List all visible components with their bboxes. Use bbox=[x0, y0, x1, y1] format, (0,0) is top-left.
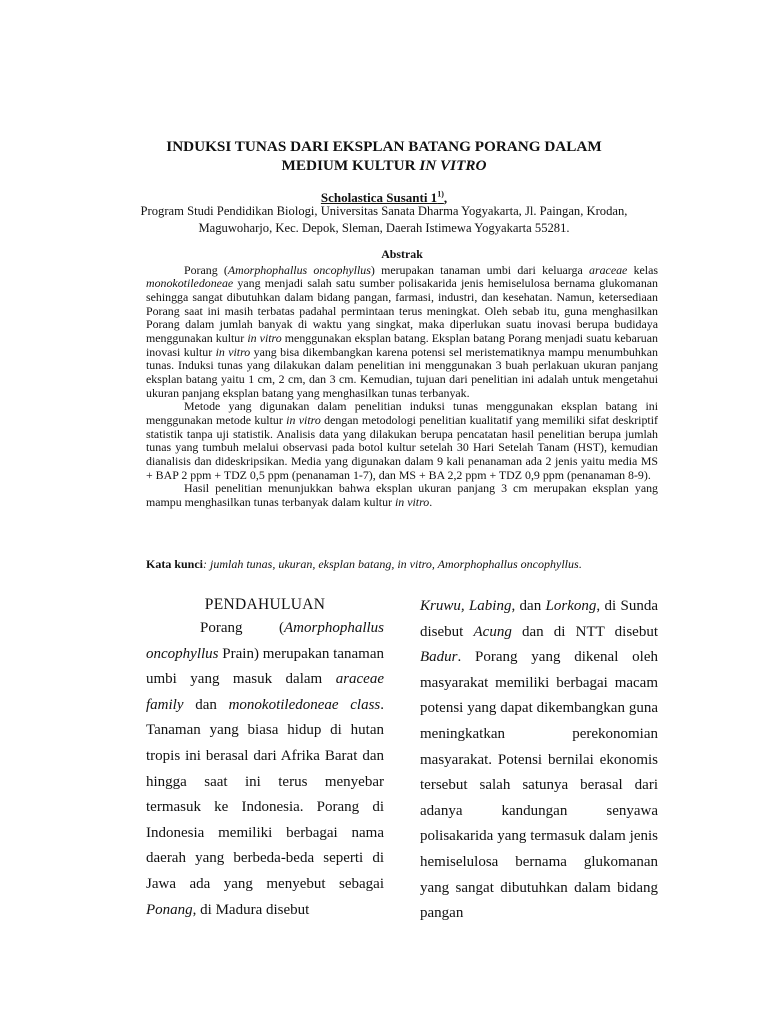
title-line-2-plain: MEDIUM KULTUR bbox=[281, 157, 420, 174]
body-right-italic: Acung bbox=[473, 623, 512, 640]
body-left-italic: monokotiledoneae class bbox=[228, 696, 381, 713]
abstract-p1-seg: ) merupakan tanaman umbi dari keluarga bbox=[370, 262, 590, 277]
abstract-p2-seg: dengan metodologi penelitian kualitatif yang memiliki sifat deskriptif statistik tanpa uji statistik. Analisis data yang dilakukan berupa pencatatan hasil penelitian berupa jumlah tunas yang tumbuh melalui observasi pada botol kultur setelah 30 Hari Setelah Tanam (HST), kemudian dianalisis dan dideskripsikan. Media yang digunakan dalam 9 kali penanaman ada 2 jenis yaitu media MS + BAP 2 ppm + TDZ 0,5 ppm (penanaman 1-7), dan MS + BA 2,2 ppm + TDZ 0,9 ppm (penanaman 8-9). bbox=[146, 412, 658, 482]
abstract-p1-italic: in vitro bbox=[247, 330, 282, 345]
keywords-end: . bbox=[578, 557, 582, 571]
keywords bbox=[146, 557, 658, 572]
abstract-paragraph-1 bbox=[146, 264, 658, 401]
body-left-seg: Prain) merupakan tanaman umbi yang masuk dalam bbox=[146, 645, 384, 688]
affiliation bbox=[120, 203, 648, 236]
abstract-paragraph-3 bbox=[146, 482, 658, 509]
body-right-seg: . Porang yang dikenal oleh masyarakat memiliki berbagai macam potensi yang dapat dikembangkan guna meningkatkan perekonomian masyarakat. Potensi bernilai ekonomis tersebut salah satunya berasal dari adanya kandungan senyawa polisakarida yang termasuk dalam jenis hemiselulosa bernama glukomanan yang sangat dibutuhkan dalam bidang pangan bbox=[420, 649, 658, 922]
abstract-p1-seg: yang menjadi salah satu sumber polisakarida jenis hemiselulosa bernama glukomanan sehingga sangat dibutuhkan dalam bidang pangan, farmasi, industri, dan kesehatan. Namun, ketersediaan Porang saat ini masih terbatas padahal permintaan terus meningkat. Oleh sebab itu, guna menghasilkan Porang dalam jumlah banyak di waktu yang singkat, maka diperlukan suatu inovasi berupa budidaya menggunakan kultur bbox=[146, 276, 658, 345]
author-superscript: 1) bbox=[437, 190, 444, 199]
body-right-seg: , di Sunda disebut bbox=[420, 598, 658, 640]
affiliation-line-2: Maguwoharjo, Kec. Depok, Sleman, Daerah Istimewa Yogyakarta 55281. bbox=[198, 220, 570, 235]
author-name-text: Scholastica Susanti 1 bbox=[320, 190, 438, 206]
affiliation-line-1: Program Studi Pendidikan Biologi, Universitas Sanata Dharma Yogyakarta, Jl. Paingan, Krodan, bbox=[140, 204, 628, 218]
body-left-seg: , di Madura disebut bbox=[192, 901, 310, 918]
body-right-italic: Badur bbox=[420, 649, 458, 666]
abstract-paragraph-2 bbox=[146, 400, 658, 482]
body-left-italic: araceae family bbox=[146, 671, 384, 713]
abstract bbox=[146, 248, 658, 509]
abstract-p1-seg: yang bisa dikembangkan karena potensi sel meristematiknya mampu menumbuhkan tunas. Induksi tunas yang dilakukan dalam penelitian ini menggunakan 3 buah perlakuan ukuran panjang eksplan batang yaitu 1 cm, 2 cm, dan 3 cm. Kemudian, tujuan dari penelitian ini adalah untuk mengetahui ukuran panjang eksplan batang yang menghasilkan tunas terbanyak. bbox=[146, 344, 658, 400]
body-column-left bbox=[146, 594, 384, 923]
body-left-seg: Porang ( bbox=[200, 620, 284, 636]
paper-title bbox=[90, 137, 678, 175]
abstract-p1-italic: monokotiledoneae bbox=[146, 276, 234, 291]
abstract-p1-seg: kelas bbox=[627, 262, 658, 277]
abstract-p3-italic: in vitro bbox=[394, 494, 430, 509]
abstract-p1-italic: araceae bbox=[589, 262, 628, 277]
body-left-italic: Amorphophallus oncophyllus bbox=[146, 620, 384, 662]
abstract-heading: Abstrak bbox=[381, 247, 423, 261]
body-right-italic: Lorkong bbox=[545, 598, 597, 614]
section-heading-pendahuluan: PENDAHULUAN bbox=[204, 596, 326, 613]
abstract-p3-seg: . bbox=[429, 494, 433, 509]
body-left-seg: . Tanaman yang biasa hidup di hutan tropis ini berasal dari Afrika Barat dan hingga saat ini terus menyebar termasuk ke Indonesia. Porang di Indonesia memiliki berbagai nama daerah yang berbeda-beda seperti di Jawa ada yang menyebut sebagai bbox=[146, 696, 384, 892]
abstract-p2-seg: Metode yang digunakan dalam penelitian induksi tunas menggunakan eksplan batang ini menggunakan metode kultur bbox=[146, 399, 658, 427]
author-trailing: , bbox=[443, 190, 448, 206]
title-line-1: INDUKSI TUNAS DARI EKSPLAN BATANG PORANG DALAM bbox=[166, 138, 602, 155]
title-line-2 bbox=[90, 156, 678, 175]
body-left-seg: dan bbox=[183, 696, 229, 713]
body-left-paragraph bbox=[146, 616, 384, 923]
body-column-right bbox=[420, 594, 658, 927]
abstract-p1-italic: in vitro bbox=[215, 344, 251, 359]
abstract-p3-seg: Hasil penelitian menunjukkan bahwa eksplan ukuran panjang 3 cm merupakan eksplan yang mampu menghasilkan tunas terbanyak dalam kultur bbox=[146, 481, 658, 509]
body-right-italic: Kruwu, Labing bbox=[420, 598, 512, 614]
body-right-paragraph bbox=[420, 594, 658, 927]
abstract-p2-italic: in vitro bbox=[286, 412, 321, 427]
body-right-seg: dan di NTT disebut bbox=[511, 623, 658, 640]
keywords-text: : jumlah tunas, ukuran, eksplan batang, in vitro, Amorphophallus oncophyllus bbox=[203, 557, 579, 571]
body-right-seg: , dan bbox=[511, 598, 546, 614]
title-line-2-italic: IN VITRO bbox=[419, 157, 487, 174]
abstract-p1-italic: Amorphophallus oncophyllus bbox=[227, 262, 371, 277]
body-left-italic: Ponang bbox=[146, 901, 193, 918]
keywords-label: Kata kunci bbox=[146, 557, 204, 571]
abstract-p1-seg: menggunakan eksplan batang. Eksplan batang Porang menjadi suatu kebaruan inovasi kultur bbox=[146, 330, 658, 359]
abstract-p1-seg: Porang ( bbox=[184, 262, 228, 277]
